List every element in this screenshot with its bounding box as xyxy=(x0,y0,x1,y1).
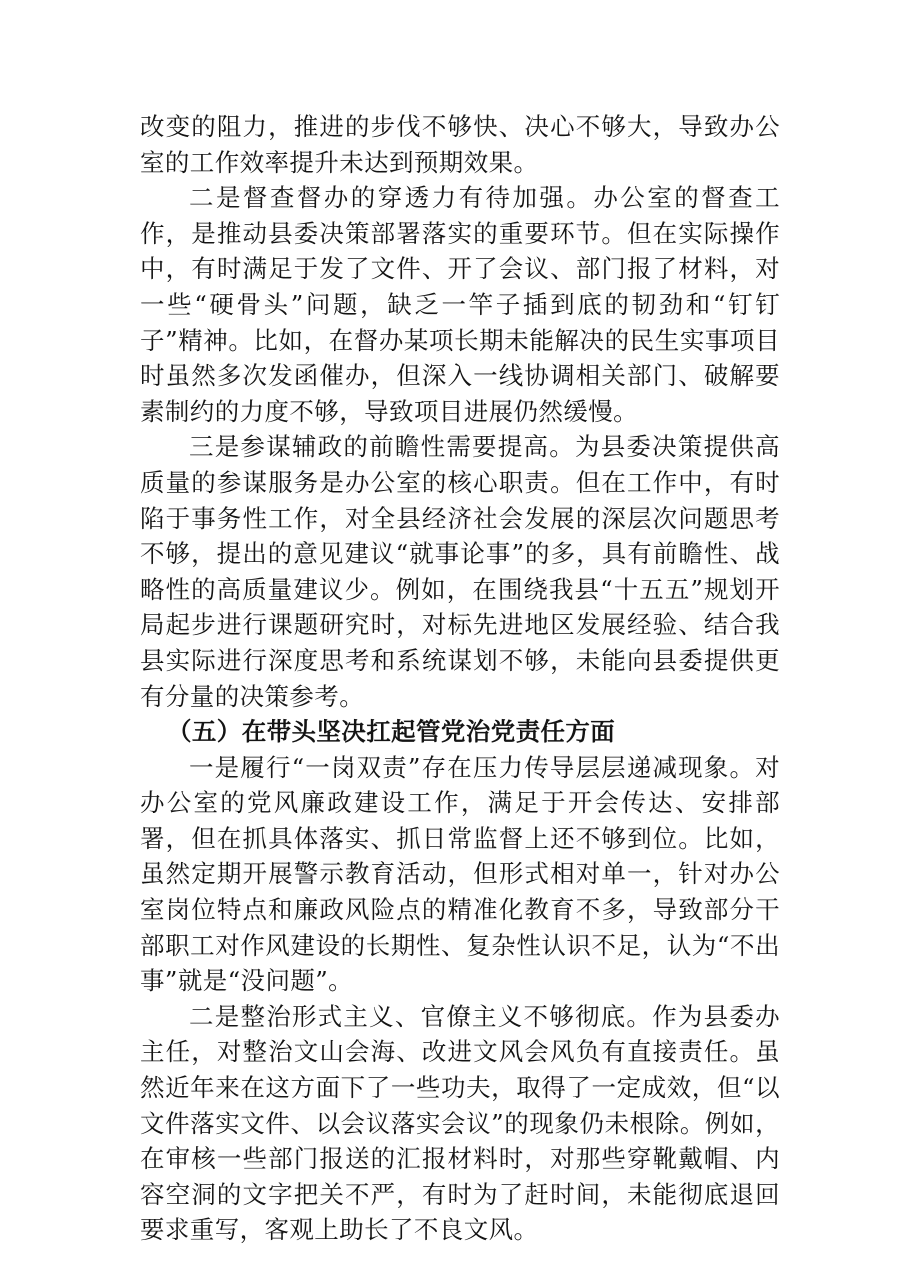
paragraph-formalism: 二是整治形式主义、官僚主义不够彻底。作为县委办主任，对整治文山会海、改进文风会风负有直接责任。虽然近年来在这方面下了一些功夫，取得了一定成效，但“以文件落实文件、以会议落实会议”的现象仍未根除。例如，在审核一些部门报送的汇报材料时，对那些穿靴戴帽、内容空洞的文字把关不严，有时为了赶时间，未能彻底退回要求重写，客观上助长了不良文风。 xyxy=(140,1001,780,1245)
section-heading: （五）在带头坚决扛起管党治党责任方面 xyxy=(167,717,616,747)
paragraph-advisory: 三是参谋辅政的前瞻性需要提高。为县委决策提供高质量的参谋服务是办公室的核心职责。但在工作中，有时陷于事务性工作，对全县经济社会发展的深层次问题思考不够，提出的意见建议“就事论事”的多，具有前瞻性、战略性的高质量建议少。例如，在围绕我县“十五五”规划开局起步进行课题研究时，对标先进地区发展经验、结合我县实际进行深度思考和系统谋划不够，未能向县委提供更有分量的决策参考。 xyxy=(140,432,780,711)
document-page xyxy=(140,109,780,1248)
paragraph-supervision: 二是督查督办的穿透力有待加强。办公室的督查工作，是推动县委决策部署落实的重要环节。但在实际操作中，有时满足于发了文件、开了会议、部门报了材料，对一些“硬骨头”问题，缺乏一竿子插到底的韧劲和“钉钉子”精神。比如，在督办某项长期未能解决的民生实事项目时虽然多次发函催办，但深入一线协调相关部门、破解要素制约的力度不够，导致项目进展仍然缓慢。 xyxy=(140,183,780,426)
paragraph-responsibility: 一是履行“一岗双责”存在压力传导层层递减现象。对办公室的党风廉政建设工作，满足于开会传达、安排部署，但在抓具体落实、抓日常监督上还不够到位。比如，虽然定期开展警示教育活动，但形式相对单一，针对办公室岗位特点和廉政风险点的精准化教育不多，导致部分干部职工对作风建设的长期性、复杂性认识不足，认为“不出事”就是“没问题”。 xyxy=(140,752,780,996)
paragraph-continuation: 改变的阻力，推进的步伐不够快、决心不够大，导致办公室的工作效率提升未达到预期效果。 xyxy=(140,112,780,177)
